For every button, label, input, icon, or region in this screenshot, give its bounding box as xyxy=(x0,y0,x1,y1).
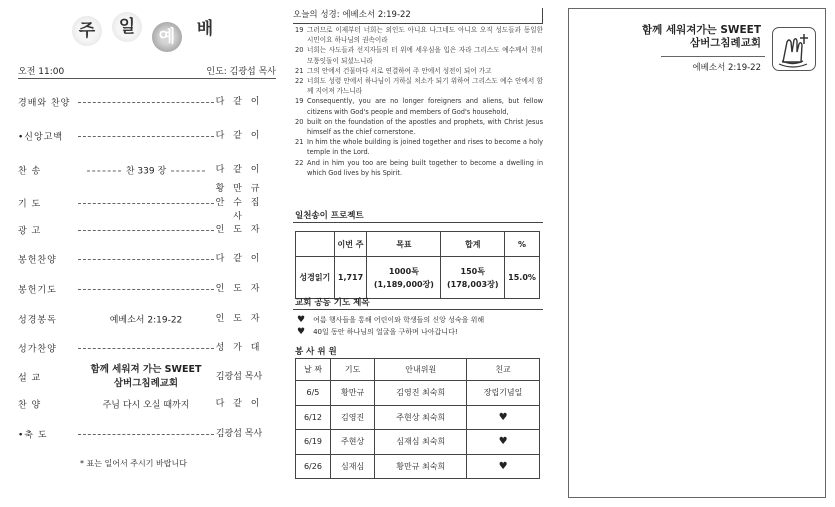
order-performer: 황 만 규 안 수 집 사 xyxy=(215,184,263,222)
order-performer: 다 같 이 xyxy=(215,165,263,175)
table-row xyxy=(296,257,540,299)
order-label: 봉헌찬양 xyxy=(18,255,57,266)
order-item xyxy=(18,214,276,246)
verse-heading: 오늘의 성경: 에베소서 2:19-22 xyxy=(293,8,543,24)
order-performer: 김광섭 목사 xyxy=(215,372,263,382)
title-char: 주 xyxy=(72,16,102,46)
table-cell: 1,717 xyxy=(334,257,367,299)
info-panel xyxy=(293,0,545,507)
order-item xyxy=(18,86,276,118)
order-item xyxy=(18,303,276,335)
worship-order-panel xyxy=(0,0,280,507)
heart-icon: ♥ xyxy=(467,405,540,430)
title-char: 배 xyxy=(196,19,214,39)
heart-icon: ♥ xyxy=(467,430,540,455)
order-performer: 다 같 이 xyxy=(215,97,263,107)
table-header: 친교 xyxy=(467,359,540,381)
table-header: 목표 xyxy=(367,232,441,257)
verse: 21 In him the whole building is joined together and rises to become a holy temple in the Lord. xyxy=(295,138,543,157)
order-performer: 인 도 자 xyxy=(215,225,263,235)
scripture-reading: 예베소서 2:19-22 xyxy=(109,315,183,326)
dash-leader xyxy=(78,434,214,435)
dash-leader xyxy=(78,230,214,231)
divider xyxy=(18,78,276,79)
sermon-title: 함께 세워져 가는 SWEET 삼버그침례교회 xyxy=(90,364,202,389)
service-info xyxy=(18,64,276,77)
order-label: 찬 양 xyxy=(18,400,42,411)
order-performer: 성 가 대 xyxy=(215,343,263,353)
heart-icon: ♥ xyxy=(467,454,540,479)
order-performer: 다 같 이 xyxy=(215,254,263,264)
divider xyxy=(293,309,543,310)
order-item xyxy=(18,120,276,152)
heart-icon: ♥ xyxy=(297,315,306,325)
table-header: % xyxy=(505,232,540,257)
order-label: 찬 송 xyxy=(18,166,42,177)
table-cell: 황만규 최숙희 xyxy=(375,454,467,479)
table-cell: 6/26 xyxy=(296,454,331,479)
order-label: 경배와 찬양 xyxy=(18,98,71,109)
prayer-title: 교회 공동 기도 제목 xyxy=(295,298,370,308)
order-performer: 인 도 자 xyxy=(215,314,263,324)
order-item xyxy=(18,388,276,420)
order-performer: 다 같 이 xyxy=(215,131,263,141)
table-cell: 장립기념일 xyxy=(467,381,540,406)
table-cell: 6/12 xyxy=(296,405,331,430)
heart-icon: ♥ xyxy=(297,327,306,337)
verse: 19 Consequently, you are no longer foreigners and aliens, but fellow citizens with God's people and members of God's household, xyxy=(295,97,543,116)
order-label: •신앙고백 xyxy=(18,132,64,143)
table-row xyxy=(296,454,540,479)
verse: 19 그러므로 이제부터 너희는 외인도 아니요 나그네도 아니요 오직 성도들과 동일한 시민이요 하나님의 권속이라 xyxy=(295,26,543,45)
verse-list xyxy=(295,25,543,178)
table-cell: 김영진 xyxy=(330,405,374,430)
order-performer: 인 도 자 xyxy=(215,284,263,294)
table-header xyxy=(296,232,335,257)
table-header: 날 짜 xyxy=(296,359,331,381)
table-header: 안내위원 xyxy=(375,359,467,381)
order-label: 성경봉독 xyxy=(18,315,57,326)
dash-leader xyxy=(78,259,214,260)
table-header: 합계 xyxy=(441,232,505,257)
cover-scripture: 에베소서 2:19-22 xyxy=(692,63,761,73)
service-leader: 인도: 김광섭 목사 xyxy=(206,67,276,77)
order-label: 설 교 xyxy=(18,373,42,384)
table-row xyxy=(296,405,540,430)
table-cell: 심재심 xyxy=(330,454,374,479)
table-cell: 1000독 (1,189,000장) xyxy=(367,257,441,299)
order-item xyxy=(18,273,276,305)
dash-leader xyxy=(78,289,214,290)
table-cell: 황만규 xyxy=(330,381,374,406)
order-performer: 다 같 이 xyxy=(215,399,263,409)
title-char: 예 xyxy=(152,22,182,52)
table-cell: 김영진 최숙희 xyxy=(375,381,467,406)
table-cell: 성경읽기 xyxy=(296,257,335,299)
table-row xyxy=(296,381,540,406)
project-table xyxy=(295,231,540,299)
praying-hands-icon xyxy=(772,27,816,71)
standing-note: * 표는 일어서 주시기 바랍니다 xyxy=(80,459,187,468)
verse: 22 너희도 성령 안에서 하나님이 거하실 처소가 되기 위하여 그리스도 예수 안에서 함께 지어져 가느니라 xyxy=(295,77,543,96)
serve-table xyxy=(295,358,540,479)
table-header: 기도 xyxy=(330,359,374,381)
verse: 20 built on the foundation of the apostles and prophets, with Christ Jesus himself as the chief cornerstone. xyxy=(295,117,543,137)
table-cell: 심재심 최숙희 xyxy=(375,430,467,455)
cover-panel xyxy=(568,8,826,498)
table-cell: 6/19 xyxy=(296,430,331,455)
dash-leader xyxy=(78,203,214,204)
order-performer: 김광섭 목사 xyxy=(215,429,263,439)
table-row xyxy=(296,430,540,455)
order-item xyxy=(18,418,276,450)
prayer-item: ♥ 40일 동안 하나님의 얼굴을 구하며 나아갑니다! xyxy=(297,327,458,337)
table-cell: 150독 (178,003장) xyxy=(441,257,505,299)
verse: 21 그의 안에서 건물마다 서로 연결하여 주 안에서 성전이 되어 가고 xyxy=(295,66,492,75)
title-char: 일 xyxy=(112,12,142,42)
order-label: 기 도 xyxy=(18,199,42,210)
order-label: 광 고 xyxy=(18,226,42,237)
order-label: 봉헌기도 xyxy=(18,285,57,296)
project-title: 일천송이 프로젝트 xyxy=(295,211,364,221)
table-cell: 6/5 xyxy=(296,381,331,406)
serve-title: 봉 사 위 원 xyxy=(295,347,337,357)
table-cell: 15.0% xyxy=(505,257,540,299)
table-cell: 주현상 최숙희 xyxy=(375,405,467,430)
prayer-item: ♥ 여름 행사들을 통해 어린이와 학생들의 신앙 성숙을 위해 xyxy=(297,315,485,325)
verse: 22 And in him you too are being built together to become a dwelling in which God lives by his Spirit. xyxy=(295,158,543,177)
song-title: 주님 다시 오실 때까지 xyxy=(102,400,190,411)
service-time: 오전 11:00 xyxy=(18,67,65,77)
order-label: •축 도 xyxy=(18,430,48,441)
dash-leader xyxy=(78,136,214,137)
order-label: 성가찬양 xyxy=(18,344,57,355)
worship-title xyxy=(72,12,232,54)
divider xyxy=(661,56,765,57)
table-header: 이번 주 xyxy=(334,232,367,257)
hymn-number: 찬 339 장 xyxy=(78,164,214,177)
church-name: 함께 세워져가는 SWEET 삼버그침례교회 xyxy=(642,24,761,49)
table-cell: 주현상 xyxy=(330,430,374,455)
verse: 20 너희는 사도들과 선지자들의 터 위에 세우심을 입은 자라 그리스도 예수께서 친히 모퉁잇돌이 되셨느니라 xyxy=(295,46,543,65)
divider xyxy=(293,222,543,223)
dash-leader xyxy=(78,348,214,349)
dash-leader xyxy=(78,102,214,103)
order-item xyxy=(18,243,276,275)
